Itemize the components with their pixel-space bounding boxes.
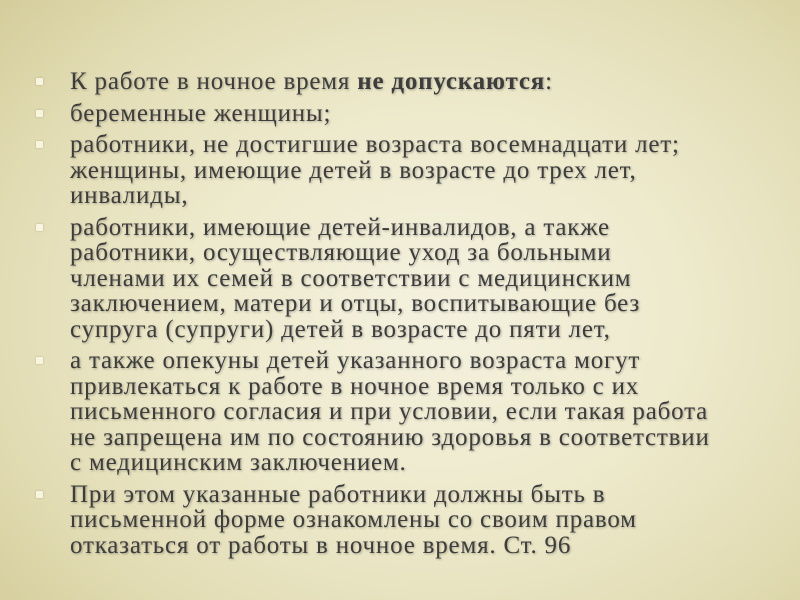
- bullet-marker-icon: [36, 110, 43, 117]
- slide-body: [70, 69, 790, 558]
- bullet-line: работники, не достигшие возраста восемнадцати лет;: [70, 131, 680, 158]
- bullet-line: работники, осуществляющие уход за больными: [70, 239, 612, 266]
- bullet-line: привлекаться к работе в ночное время только с их: [70, 372, 640, 400]
- bullet-marker-icon: [36, 78, 43, 85]
- bullet-line: При этом указанные работники должны быть в: [70, 480, 606, 508]
- bullet-line: инвалиды,: [70, 182, 189, 209]
- bullet-marker-icon: [36, 357, 43, 364]
- bullet-marker-icon: [36, 224, 43, 231]
- intro-emphasis: не допускаются: [357, 68, 546, 95]
- bullet-line: а также опекуны детей указанного возраста могут: [70, 347, 641, 374]
- bullet-line: с медицинским заключением.: [70, 449, 407, 476]
- bullet-line: членами их семей в соответствии с медицинским: [70, 264, 632, 292]
- bullet-line: не запрещена им по состоянию здоровья в соответствии: [70, 423, 710, 451]
- bullet-line: письменного согласия и при условии, если такая работа: [70, 398, 709, 425]
- bullet-line: письменной форме ознакомлены со своим правом: [70, 506, 637, 533]
- bullet-marker-icon: [36, 491, 43, 498]
- bullet-item: [70, 482, 790, 559]
- bullet-item: [70, 215, 790, 343]
- intro-colon: :: [545, 68, 553, 95]
- bullet-item: [70, 132, 790, 209]
- bullet-line: [70, 69, 790, 95]
- bullet-line: женщины, имеющие детей в возрасте до трех лет,: [70, 156, 637, 184]
- bullet-item: [70, 101, 790, 127]
- intro-text: К работе в ночное время: [70, 68, 358, 95]
- bullet-line: отказаться от работы в ночное время. Ст. 96: [70, 531, 572, 559]
- bullet-item: [70, 348, 790, 476]
- bullet-line: супруга (супруги) детей в возрасте до пяти лет,: [70, 315, 611, 343]
- bullet-line: заключением, матери и отцы, воспитывающие без: [70, 290, 641, 317]
- bullet-marker-icon: [36, 141, 43, 148]
- bullet-item: [70, 69, 790, 95]
- bullet-line: беременные женщины;: [70, 99, 332, 127]
- bullet-line: работники, имеющие детей-инвалидов, а также: [70, 213, 610, 241]
